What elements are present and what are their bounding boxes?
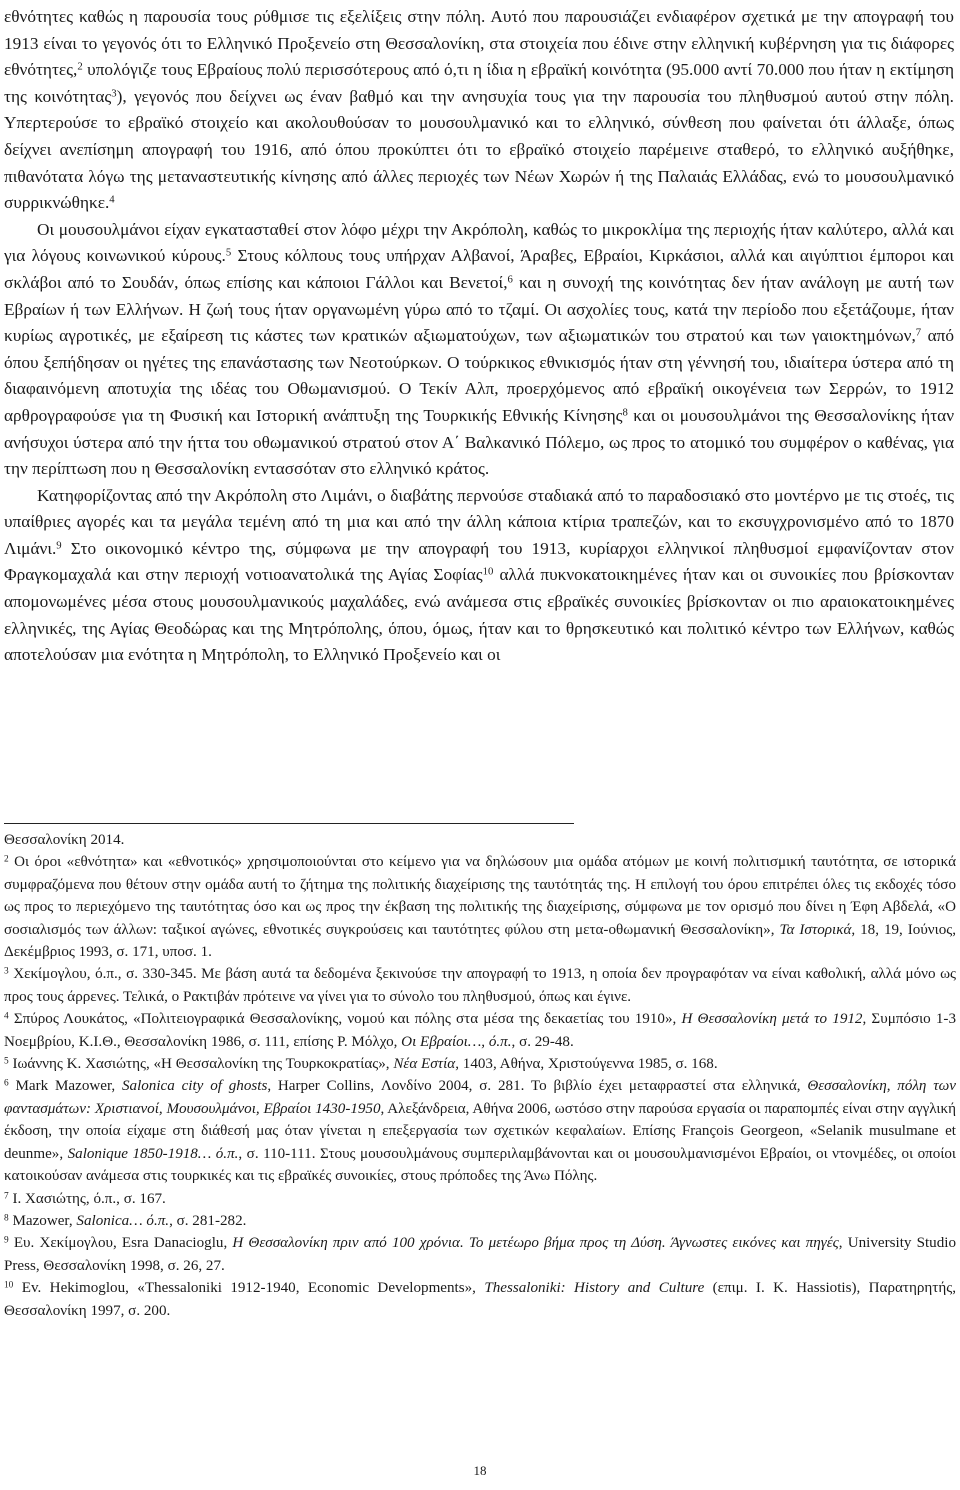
text-run: , Συμπόσιο 1-3 Νοεμβρίου, Κ.Ι.Θ., Θεσσαλονίκη 1986, σ. 111, επίσης Ρ. Μόλχο, (4, 1011, 956, 1050)
italic-text: Thessaloniki: History and Culture (484, 1280, 705, 1297)
footnote (4, 1188, 956, 1210)
footnote-ref: 8 (622, 406, 628, 419)
text-run: , University Studio Press, Θεσσαλονίκη 1998, σ. 26, 27. (4, 1235, 957, 1274)
footnote-ref: 7 (4, 1190, 9, 1201)
text-run: , 1403, Αθήνα, Χριστούγεννα 1985, σ. 168. (455, 1056, 718, 1073)
text-run: και οι μουσουλμάνοι της Θεσσαλονίκης ήταν ανήσυχοι ύστερα από την ήττα του οθωμανικού στρατού στον Α΄ Βαλκανικό Πόλεμο, ως προς το ατομικό του συμφέρον ο καθένας, για την περίπτωση που η Θεσσαλονίκη εντασσόταν στο ελληνικό κράτος. (4, 405, 955, 479)
paragraph (4, 483, 954, 669)
footnote-ref: 4 (109, 193, 115, 206)
text-run: Ευ. Χεκίμογλου, Esra Danacioglu, (8, 1235, 233, 1252)
text-run: Κατηφορίζοντας από την Ακρόπολη στο Λιμάνι, ο διαβάτης περνούσε σταδιακά από το παραδοσιακό στο μοντέρνο με τις στοές, τις υπαίθριες αγορές και τα μεγάλα τεμένη από τη μια και από την άλλη κάποια κτίρια τραπεζών, και το εκσυγχρονισμένο από το 1870 Λιμάνι. (4, 485, 954, 558)
italic-text: Οι Εβραίοι…, ό.π. (401, 1033, 512, 1050)
text-run: Ev. Hekimoglou, «Thessaloniki 1912-1940, Economic Developments», (13, 1280, 485, 1297)
footnote (4, 851, 956, 963)
footnotes-section (4, 829, 956, 1322)
footnote-ref: 2 (4, 854, 9, 865)
italic-text: Salonique 1850-1918… ό.π. (67, 1145, 239, 1162)
text-run: Στους κόλπους τους υπήρχαν Αλβανοί, Άραβες, Εβραίοι, Κιρκάσιοι, αλλά και αιγύπτιοι έμποροι και σκλάβοι από το Σουδάν, όπως επίσης και κάποιοι Γάλλοι και Βενετοί, (4, 246, 954, 292)
italic-text: Η Θεσσαλονίκη πριν από 100 χρόνια. Το μετέωρο βήμα προς τη Δύση. Άγνωστες εικόνες και πηγές (232, 1235, 839, 1252)
footnote-ref: 7 (915, 326, 922, 339)
text-run: , 18, 19, Ιούνιος, Δεκέμβριος 1993, σ. 171, υποσ. 1. (4, 921, 956, 961)
text-run: Χεκίμογλου, ό.π., σ. 330-345. Με βάση αυτά τα δεδομένα ξεκινούσε την απογραφή το 1913, η οποία δεν προγραφόταν να είναι καθολική, αλλά μόνο ως προς τους άρρενες. Τελικά, ο Ρακτιβάν πρότεινε να γίνει για το σύνολο του πληθυσμού, όπως και έγινε. (4, 966, 956, 1005)
footnote-ref: 5 (225, 246, 232, 259)
text-run: Οι όροι «εθνότητα» και «εθνοτικός» χρησιμοποιούνται στο κείμενο για να δηλώσουν μια ομάδα ατόμων με κοινή πολιτισμική ταυτότητα, σε ιστορικά συμφραζόμενα που θέτουν στην ομάδα αυτή το ζήτημα της πολιτικής διαχείρισης της ταυτότητάς της. Η επιλογή του όρου επιτρέπει όλες τις εκδοχές τόσο ως προς το περιεχόμενο της ταυτότητας όσο και ως προς την έκβαση της πολιτικής της διαχείρισης, σύμφωνα με τον ορισμό που δίνει η Έφη Αβδελά, «Ο σοσιαλισμός των άλλων: ταξικοί αγώνες, εθνοτικές συγκρούσεις και ταυτότητες φύλου στη μετα-οθωμανική Θεσσαλονίκη», (4, 854, 956, 938)
text-run: Ιωάννης Κ. Χασιώτης, «Η Θεσσαλονίκη της Τουρκοκρατίας», (8, 1056, 394, 1073)
footnote (4, 963, 956, 1008)
footnote-ref: 10 (482, 566, 494, 579)
footnote-ref: 6 (4, 1078, 9, 1089)
footnote (4, 1210, 956, 1232)
paragraph (4, 4, 954, 217)
text-run: , σ. 29-48. (511, 1033, 574, 1050)
footnote (4, 1232, 956, 1277)
text-run: Ι. Χασιώτης, ό.π., σ. 167. (8, 1190, 166, 1207)
text-run: Θεσσαλονίκη 2014. (4, 832, 125, 848)
text-run: (επιμ. I. K. Hassiotis), Παρατηρητής, Θεσσαλονίκη 1997, σ. 200. (4, 1280, 957, 1319)
text-run: υπολόγιζε τους Εβραίους πολύ περισσότερους από ό,τι η ίδια η εβραϊκή κοινότητα (95.000 αντί 70.000 που ήταν η εκτίμηση της κοινότητας (4, 60, 954, 106)
text-run: , Harper Collins, Λονδίνο 2004, σ. 281. Το βιβλίο έχει μεταφραστεί στα ελληνικά, (267, 1078, 808, 1095)
footnote-ref: 10 (4, 1280, 14, 1291)
footnote-ref: 4 (4, 1011, 9, 1022)
footnote-ref: 3 (4, 966, 9, 977)
footnote-ref: 9 (56, 539, 62, 552)
footnote (4, 1008, 956, 1053)
text-run: αλλά πυκνοκατοικημένες ήταν και οι συνοικίες που βρίσκονταν απομονωμένες μέσα στους μουσουλμανικούς μαχαλάδες, ενώ ανάμεσα στις εβραϊκές συνοικίες βρίσκονταν οι πιο αραιοκατοικημένες ελληνικές, της Αγίας Θεοδώρας και της Μητρόπολης, όπου, όμως, ήταν και το θρησκευτικό και πολιτικό κέντρο των Ελλήνων, καθώς αποτελούσαν μια ενότητα η Μητρόπολη, το Ελληνικό Προξενείο και οι (4, 565, 954, 665)
text-run: από όπου ξεπήδησαν οι ηγέτες της επανάστασης των Νεοτούρκων. Ο τούρκικος εθνικισμός ήταν στη γέννησή του, ιδιαίτερα ύστερα από τη διαφαινόμενη αποτυχία της ιδέας του Οθωμανισμού. Ο Τεκίν Αλπ, προερχόμενος από εβραϊκή οικογένεια των Σερρών, το 1912 αρθρογραφούσε για τη Φυσική και Ιστορική ανάπτυξη της Τουρκικής Εθνικής Κίνησης (4, 326, 954, 425)
page-number: 18 (473, 1463, 487, 1478)
footnote-ref: 8 (4, 1213, 9, 1224)
text-run: Mazower, (8, 1212, 77, 1229)
footnote (4, 1277, 956, 1322)
main-text (4, 4, 954, 669)
text-run: και η συνοχή της κοινότητας δεν ήταν ανάλογη με αυτή των Εβραίων ή των Ελλήνων. Η ζωή τους ήταν οργανωμένη γύρω από το τζαμί. Οι ασχολίες τους, κατά την περίοδο που εξετάζουμε, ήταν κυρίως αγροτικές, με εξαίρεση τις κάστες των κρατικών αξιωματούχων, των αξιωματικών του στρατού και των γαιοκτημόνων, (4, 272, 954, 346)
text-run: , σ. 281-282. (169, 1212, 247, 1229)
footnote-ref: 6 (507, 273, 513, 286)
italic-text: Salonica city of ghosts (121, 1078, 268, 1095)
footnote (4, 1075, 956, 1187)
footnote-ref: 5 (4, 1056, 9, 1067)
text-run: Στο οικονομικό κέντρο της, σύμφωνα με την απογραφή του 1913, κυρίαρχοι ελληνικοί πληθυσμοί εμφανίζονταν στον Φραγκομαχαλά και στην περιοχή νοτιοανατολικά της Αγίας Σοφίας (4, 538, 954, 585)
footnote (4, 829, 956, 851)
italic-text: Θεσσαλονίκη, πόλη των φαντασμάτων: Χριστιανοί, Μουσουλμάνοι, Εβραίοι 1430-1950 (4, 1078, 956, 1117)
footnote-ref: 2 (77, 60, 83, 73)
footnote (4, 1053, 956, 1075)
text-run: Οι μουσουλμάνοι είχαν εγκατασταθεί στον λόφο μέχρι την Ακρόπολη, καθώς το μικροκλίμα της περιοχής ήταν καλύτερο, αλλά και για λόγους κοινωνικού κύρους. (4, 219, 954, 266)
italic-text: Τα Ιστορικά (779, 921, 852, 938)
italic-text: Η Θεσσαλονίκη μετά το 1912 (681, 1011, 863, 1028)
footnote-separator (4, 823, 574, 824)
text-run: εθνότητες καθώς η παρουσία τους ρύθμισε τις εξελίξεις στην πόλη. Αυτό που παρουσιάζει ενδιαφέρον σχετικά με την απογραφή του 1913 είναι το γεγονός ότι το Ελληνικό Προξενείο στη Θεσσαλονίκη, στα στοιχεία που έδινε στην ελληνική κυβέρνηση για τις διάφορες εθνότητες, (4, 7, 954, 80)
footnote-ref: 9 (4, 1235, 9, 1246)
text-run: Mark Mazower, (8, 1078, 122, 1095)
text-run: Σπύρος Λουκάτος, «Πολιτειογραφικά Θεσσαλονίκης, νομού και πόλης στα μέσα της δεκαετίας του 1910», (8, 1011, 682, 1028)
italic-text: Νέα Εστία (393, 1056, 456, 1073)
footnote-ref: 3 (111, 87, 117, 100)
italic-text: Salonica… ό.π. (76, 1212, 170, 1229)
paragraph (4, 217, 954, 483)
text-run: , Αλεξάνδρεια, Αθήνα 2006, ωστόσο στην παρούσα εργασία οι παραπομπές είναι στην αγγλική έκδοση, την οποία είχαμε στη διάθεσή μας όταν γίνεται η επεξεργασία των σχετικών κεφαλαίων. Επίσης François Georgeon, «Selanik musulmane et deunme», (4, 1100, 956, 1162)
text-run: , σ. 110-111. Στους μουσουλμάνους συμπεριλαμβάνονται και οι μουσουλμανισμένοι Εβραίοι, οι ντονμέδες, οι οποίοι κατοικούσαν ανάμεσα στις τουρκικές και τις εβραϊκές συνοικίες, στους πρόποδες της Άνω Πόλης. (4, 1145, 956, 1185)
text-run: ), γεγονός που δείχνει ως έναν βαθμό και την ανησυχία τους για την παρουσία του πληθυσμού αυτού στην πόλη. Υπερτερούσε το εβραϊκό στοιχείο και ακολουθούσαν το μουσουλμανικό και το ελληνικό, σύνθεση που φαίνεται ότι άλλαξε, όπως δείχνει ανεπίσημη απογραφή του 1916, από όπου προκύπτει ότι το εβραϊκό στοιχείο παρέμεινε σταθερό, το ελληνικό αυξήθηκε, πιθανότατα λόγω της μεταναστευτικής κίνησης από άλλες περιοχές των Νέων Χωρών ή της Παλαιάς Ελλάδας, ενώ το μουσουλμανικό συρρικνώθηκε. (4, 86, 954, 213)
